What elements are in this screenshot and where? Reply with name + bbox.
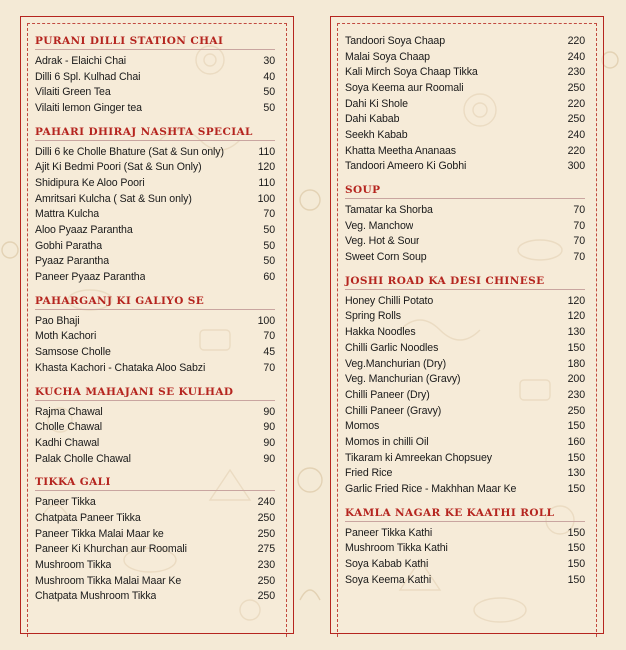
section-title: JOSHI ROAD KA DESI CHINESE xyxy=(345,273,585,290)
menu-item-price: 50 xyxy=(263,239,275,252)
menu-item-price: 240 xyxy=(567,128,585,141)
menu-item xyxy=(345,481,585,497)
menu-section-kamla-nagar-ke-kaathi-roll xyxy=(345,505,585,588)
section-title: PAHARGANJ KI GALIYO SE xyxy=(35,293,275,310)
menu-item xyxy=(35,404,275,420)
menu-item-price: 250 xyxy=(567,404,585,417)
menu-item-price: 30 xyxy=(263,54,275,67)
menu-item-name: Veg. Manchow xyxy=(345,219,414,232)
menu-item-price: 220 xyxy=(567,34,585,47)
menu-item xyxy=(35,557,275,573)
menu-item-price: 50 xyxy=(263,101,275,114)
menu-item-price: 70 xyxy=(573,204,585,217)
left-menu-column xyxy=(35,33,275,604)
menu-item-name: Hakka Noodles xyxy=(345,326,416,339)
menu-item-price: 90 xyxy=(263,405,275,418)
menu-item-name: Veg. Manchurian (Gravy) xyxy=(345,373,461,386)
menu-item-name: Chilli Paneer (Gravy) xyxy=(345,404,442,417)
menu-item-price: 230 xyxy=(567,388,585,401)
menu-item-price: 230 xyxy=(257,559,275,572)
menu-item xyxy=(345,371,585,387)
section-title: KUCHA MAHAJANI SE KULHAD xyxy=(35,384,275,401)
menu-item xyxy=(345,249,585,265)
menu-item-price: 220 xyxy=(567,144,585,157)
menu-item-price: 130 xyxy=(567,326,585,339)
left-menu-panel xyxy=(20,16,294,634)
menu-item-price: 50 xyxy=(263,224,275,237)
menu-item-name: Kadhi Chawal xyxy=(35,436,100,449)
menu-item xyxy=(345,33,585,49)
menu-item xyxy=(35,69,275,85)
menu-item-name: Vilaiti lemon Ginger tea xyxy=(35,101,142,114)
menu-item xyxy=(35,191,275,207)
menu-item-price: 150 xyxy=(567,483,585,496)
menu-item-price: 180 xyxy=(567,357,585,370)
menu-item xyxy=(345,541,585,557)
menu-item-name: Mushroom Tikka Malai Maar Ke xyxy=(35,574,182,587)
menu-item-price: 90 xyxy=(263,421,275,434)
menu-item xyxy=(35,207,275,223)
menu-item-price: 150 xyxy=(567,542,585,555)
menu-item xyxy=(35,419,275,435)
menu-item xyxy=(345,80,585,96)
menu-item-price: 70 xyxy=(263,330,275,343)
menu-item-name: Adrak - Elaichi Chai xyxy=(35,54,127,67)
menu-item xyxy=(35,269,275,285)
menu-section-continued xyxy=(345,33,585,174)
menu-item-name: Shidipura Ke Aloo Poori xyxy=(35,176,145,189)
menu-item-price: 70 xyxy=(263,208,275,221)
menu-item-price: 200 xyxy=(567,373,585,386)
menu-item-name: Garlic Fried Rice - Makhhan Maar Ke xyxy=(345,483,517,496)
menu-item-price: 120 xyxy=(567,310,585,323)
menu-section-pahari-dhiraj-nashta-special xyxy=(35,124,275,285)
menu-item xyxy=(345,572,585,588)
menu-item-name: Dilli 6 Spl. Kulhad Chai xyxy=(35,70,141,83)
menu-item-name: Momos in chilli Oil xyxy=(345,435,429,448)
menu-item xyxy=(345,356,585,372)
menu-item-price: 40 xyxy=(263,70,275,83)
menu-item-name: Aloo Pyaaz Parantha xyxy=(35,224,133,237)
menu-item-name: Chilli Paneer (Dry) xyxy=(345,388,430,401)
menu-item-price: 150 xyxy=(567,341,585,354)
menu-item xyxy=(345,111,585,127)
menu-item-name: Soya Keema aur Roomali xyxy=(345,81,464,94)
menu-item-price: 130 xyxy=(567,467,585,480)
menu-item xyxy=(35,175,275,191)
menu-item-name: Dahi Kabab xyxy=(345,113,400,126)
menu-item-name: Pyaaz Parantha xyxy=(35,255,109,268)
section-title: PAHARI DHIRAJ NASHTA SPECIAL xyxy=(35,124,275,141)
menu-item-price: 275 xyxy=(257,543,275,556)
menu-item-price: 120 xyxy=(257,161,275,174)
menu-item-name: Fried Rice xyxy=(345,467,393,480)
menu-item-price: 230 xyxy=(567,66,585,79)
menu-item xyxy=(345,293,585,309)
menu-section-tikka-gali xyxy=(35,474,275,604)
menu-item xyxy=(35,344,275,360)
menu-item-price: 150 xyxy=(567,573,585,586)
menu-item-name: Tikaram ki Amreekan Chopsuey xyxy=(345,451,492,464)
menu-item-name: Khasta Kachori - Chataka Aloo Sabzi xyxy=(35,361,206,374)
menu-item-name: Gobhi Paratha xyxy=(35,239,103,252)
menu-item-name: Chatpata Mushroom Tikka xyxy=(35,590,157,603)
menu-item-price: 70 xyxy=(263,361,275,374)
menu-item-name: Amritsari Kulcha ( Sat & Sun only) xyxy=(35,192,192,205)
menu-item-name: Soya Keema Kathi xyxy=(345,573,432,586)
menu-item xyxy=(35,589,275,605)
menu-item xyxy=(35,222,275,238)
menu-item xyxy=(35,100,275,116)
menu-item xyxy=(35,360,275,376)
menu-item xyxy=(345,556,585,572)
menu-item-price: 120 xyxy=(567,294,585,307)
menu-item xyxy=(35,159,275,175)
menu-item xyxy=(35,144,275,160)
menu-item xyxy=(35,238,275,254)
menu-item-price: 250 xyxy=(567,113,585,126)
menu-item xyxy=(35,313,275,329)
menu-item-name: Veg.Manchurian (Dry) xyxy=(345,357,447,370)
menu-item xyxy=(345,64,585,80)
menu-item-price: 300 xyxy=(567,160,585,173)
menu-item xyxy=(345,96,585,112)
menu-item xyxy=(345,450,585,466)
menu-item xyxy=(35,526,275,542)
menu-item-name: Momos xyxy=(345,420,380,433)
menu-item xyxy=(35,494,275,510)
menu-item-name: Mushroom Tikka xyxy=(35,559,112,572)
menu-item xyxy=(345,324,585,340)
menu-item-name: Paneer Ki Khurchan aur Roomali xyxy=(35,543,187,556)
menu-item-name: Samsose Cholle xyxy=(35,346,111,359)
menu-item-name: Paneer Tikka Kathi xyxy=(345,526,433,539)
menu-item-name: Cholle Chawal xyxy=(35,421,103,434)
menu-item-price: 90 xyxy=(263,452,275,465)
menu-item-price: 45 xyxy=(263,346,275,359)
menu-item xyxy=(35,451,275,467)
menu-item-name: Chatpata Paneer Tikka xyxy=(35,511,141,524)
menu-item-name: Tamatar ka Shorba xyxy=(345,204,433,217)
menu-item-price: 100 xyxy=(257,192,275,205)
menu-item-price: 250 xyxy=(567,81,585,94)
menu-item-price: 250 xyxy=(257,527,275,540)
menu-item xyxy=(345,525,585,541)
menu-item xyxy=(345,143,585,159)
menu-item xyxy=(345,403,585,419)
menu-item-name: Dilli 6 ke Cholle Bhature (Sat & Sun only) xyxy=(35,145,224,158)
menu-item-name: Tandoori Ameero Ki Gobhi xyxy=(345,160,467,173)
menu-item-price: 150 xyxy=(567,526,585,539)
menu-item-name: Mushroom Tikka Kathi xyxy=(345,542,448,555)
menu-section-kucha-mahajani-se-kulhad xyxy=(35,384,275,467)
menu-item-name: Dahi Ki Shole xyxy=(345,97,408,110)
menu-section-paharganj-ki-galiyo-se xyxy=(35,293,275,376)
menu-item-price: 160 xyxy=(567,435,585,448)
menu-item-price: 50 xyxy=(263,255,275,268)
menu-item-name: Kali Mirch Soya Chaap Tikka xyxy=(345,66,478,79)
menu-item-name: Chilli Garlic Noodles xyxy=(345,341,439,354)
menu-item-price: 70 xyxy=(573,219,585,232)
menu-item-price: 250 xyxy=(257,590,275,603)
menu-item-name: Rajma Chawal xyxy=(35,405,103,418)
menu-item-name: Soya Kabab Kathi xyxy=(345,558,429,571)
menu-item-price: 240 xyxy=(567,50,585,63)
section-title: TIKKA GALI xyxy=(35,474,275,491)
section-title: KAMLA NAGAR KE KAATHI ROLL xyxy=(345,505,585,522)
menu-item xyxy=(345,466,585,482)
menu-item xyxy=(345,49,585,65)
menu-item-name: Malai Soya Chaap xyxy=(345,50,430,63)
menu-item-price: 70 xyxy=(573,235,585,248)
menu-item-price: 240 xyxy=(257,496,275,509)
menu-item xyxy=(35,573,275,589)
menu-item xyxy=(345,309,585,325)
menu-item-name: Ajit Ki Bedmi Poori (Sat & Sun Only) xyxy=(35,161,202,174)
menu-item-price: 90 xyxy=(263,436,275,449)
menu-item-name: Moth Kachori xyxy=(35,330,97,343)
menu-section-joshi-road-ka-desi-chinese xyxy=(345,273,585,497)
menu-item-price: 250 xyxy=(257,511,275,524)
menu-item xyxy=(345,127,585,143)
menu-item xyxy=(35,329,275,345)
menu-item-price: 60 xyxy=(263,271,275,284)
menu-item-name: Pao Bhaji xyxy=(35,314,80,327)
menu-item-name: Honey Chilli Potato xyxy=(345,294,434,307)
menu-item-name: Khatta Meetha Ananaas xyxy=(345,144,456,157)
menu-item xyxy=(35,254,275,270)
menu-item xyxy=(35,435,275,451)
menu-item xyxy=(35,542,275,558)
section-title: PURANI DILLI STATION CHAI xyxy=(35,33,275,50)
menu-item xyxy=(345,387,585,403)
menu-item xyxy=(35,84,275,100)
menu-item-price: 150 xyxy=(567,420,585,433)
menu-item-name: Mattra Kulcha xyxy=(35,208,100,221)
menu-item-name: Veg. Hot & Sour xyxy=(345,235,420,248)
menu-item xyxy=(345,234,585,250)
menu-item-price: 150 xyxy=(567,451,585,464)
menu-item xyxy=(345,434,585,450)
menu-item-price: 220 xyxy=(567,97,585,110)
menu-item-price: 110 xyxy=(258,176,275,189)
menu-item-name: Spring Rolls xyxy=(345,310,401,323)
menu-item-name: Sweet Corn Soup xyxy=(345,251,427,264)
menu-item-name: Paneer Tikka xyxy=(35,496,96,509)
menu-item-price: 50 xyxy=(263,86,275,99)
menu-item xyxy=(345,218,585,234)
menu-item xyxy=(345,418,585,434)
menu-item-price: 110 xyxy=(258,145,275,158)
menu-item-price: 150 xyxy=(567,558,585,571)
menu-item-name: Paneer Pyaaz Parantha xyxy=(35,271,146,284)
menu-item-name: Vilaiti Green Tea xyxy=(35,86,111,99)
menu-section-soup xyxy=(345,182,585,265)
menu-item xyxy=(345,202,585,218)
menu-item-name: Seekh Kabab xyxy=(345,128,408,141)
menu-item xyxy=(345,159,585,175)
menu-item-price: 70 xyxy=(573,251,585,264)
right-menu-panel xyxy=(330,16,604,634)
menu-item-price: 250 xyxy=(257,574,275,587)
menu-item xyxy=(345,340,585,356)
menu-item-price: 100 xyxy=(257,314,275,327)
menu-item-name: Palak Cholle Chawal xyxy=(35,452,131,465)
section-title: SOUP xyxy=(345,182,585,199)
menu-item xyxy=(35,510,275,526)
menu-item-name: Paneer Tikka Malai Maar ke xyxy=(35,527,164,540)
menu-item xyxy=(35,53,275,69)
right-menu-column xyxy=(345,33,585,588)
menu-section-purani-dilli-station-chai xyxy=(35,33,275,116)
menu-item-name: Tandoori Soya Chaap xyxy=(345,34,445,47)
